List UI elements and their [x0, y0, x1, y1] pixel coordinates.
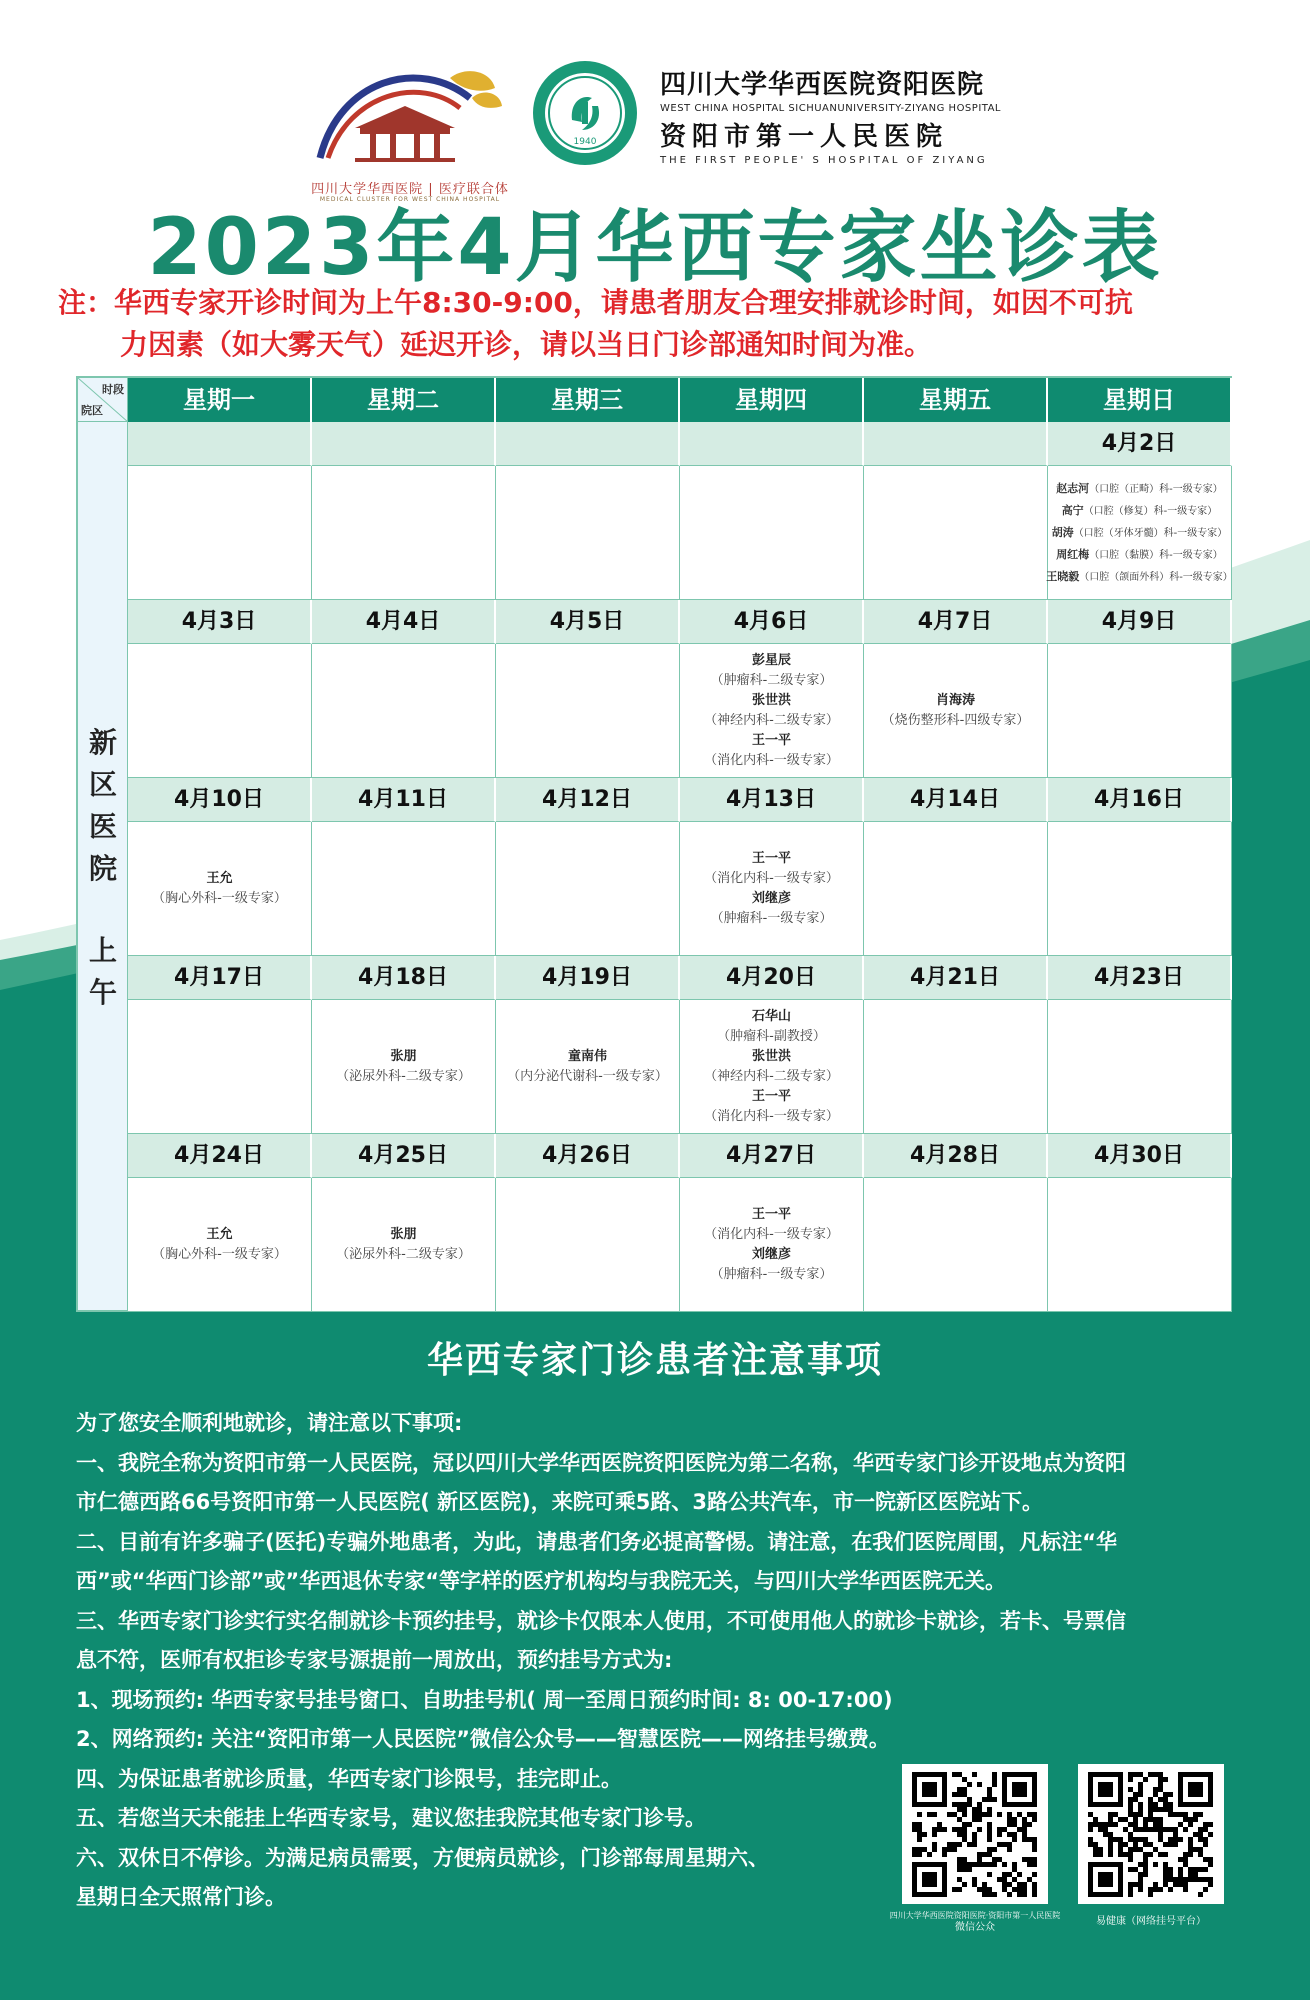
- doctor-name: 张世洪: [751, 1048, 791, 1064]
- doctor-department: （口腔（颌面外科）科-一级专家）: [1079, 571, 1233, 583]
- schedule-cell: [496, 466, 680, 600]
- schedule-cell: [496, 1178, 680, 1312]
- schedule-cell: [1048, 1178, 1232, 1312]
- day-header: 星期三: [496, 378, 680, 422]
- schedule-cell: [128, 1178, 312, 1312]
- schedule-cell: [680, 822, 864, 956]
- doctor-entry: [1046, 566, 1233, 588]
- date-cell: [680, 422, 864, 466]
- header: [0, 40, 1310, 203]
- day-header: 星期二: [312, 378, 496, 422]
- hospital-name-cn: 四川大学华西医院资阳医院: [660, 70, 985, 100]
- doctor-department: （口腔（黏膜）科-一级专家）: [1089, 549, 1223, 561]
- table-corner: [78, 378, 128, 422]
- schedule-cell: [312, 822, 496, 956]
- doctor-name: 王一平: [751, 732, 791, 748]
- session-label-char: 午: [88, 976, 117, 1009]
- doctor-name: 王一平: [751, 1206, 791, 1222]
- doctor-name: 肖海涛: [935, 692, 975, 708]
- doctor-name: 童南伟: [567, 1048, 607, 1064]
- corner-label-time: 时段: [102, 383, 124, 396]
- notice-item-6b: 星期日全天照常门诊。: [76, 1885, 286, 1909]
- notice-title: 华西专家门诊患者注意事项: [426, 1340, 883, 1381]
- registration-qr-code[interactable]: [1078, 1764, 1224, 1904]
- doctor-name: 刘继彦: [751, 890, 791, 906]
- doctor-department: （消化内科-一级专家）: [704, 752, 839, 768]
- schedule-cell: [128, 466, 312, 600]
- corner-label-campus: 院区: [81, 404, 103, 417]
- campus-column: [78, 422, 128, 1310]
- notice-item-3-1: 1、现场预约: 华西专家号挂号窗口、自助挂号机( 周一至周日预约时间: 8: 00-17:00): [76, 1687, 893, 1712]
- schedule-cell: [312, 1000, 496, 1134]
- notice-item-3a: 三、华西专家门诊实行实名制就诊卡预约挂号，就诊卡仅限本人使用，不可使用他人的就诊卡就诊，若卡、号票信: [76, 1608, 1126, 1633]
- campus-label-char: 新: [88, 726, 117, 759]
- date-cell: [496, 422, 680, 466]
- notice-item-2a: 二、目前有许多骗子(医托)专骗外地患者，为此，请患者们务必提高警惕。请注意，在我们医院周围，凡标注“华: [76, 1529, 1117, 1554]
- schedule-cell: [1048, 466, 1232, 600]
- doctor-name: 王一平: [751, 1088, 791, 1104]
- schedule-cell: [1048, 644, 1232, 778]
- date-cell: 4月19日: [496, 956, 680, 1000]
- doctor-department: （烧伤整形科-四级专家）: [881, 712, 1030, 728]
- doctor-name: 张朋: [390, 1226, 417, 1242]
- date-cell: 4月4日: [312, 600, 496, 644]
- opening-time-note: [58, 282, 1258, 366]
- wechat-qr-caption-line2: 微信公众: [955, 1922, 995, 1933]
- schedule-cell: [312, 466, 496, 600]
- date-cell: [312, 422, 496, 466]
- campus-label: [78, 722, 128, 890]
- doctor-department: （口腔（牙体牙髓）科-一级专家）: [1073, 527, 1228, 539]
- hospital-name2-en: THE FIRST PEOPLE' S HOSPITAL OF ZIYANG: [660, 155, 988, 166]
- schedule-cell: [680, 1178, 864, 1312]
- doctor-name: 胡涛: [1051, 525, 1074, 539]
- date-cell: 4月16日: [1048, 778, 1232, 822]
- hospital-name-en: WEST CHINA HOSPITAL SICHUANUNIVERSITY-ZIYANG HOSPITAL: [660, 103, 1002, 114]
- seal-year: 1940: [573, 137, 597, 147]
- logo-caption-en: MEDICAL CLUSTER FOR WEST CHINA HOSPITAL: [319, 196, 501, 203]
- doctor-department: （胸心外科-一级专家）: [152, 890, 287, 906]
- schedule-cell: [128, 644, 312, 778]
- schedule-cell: [128, 1000, 312, 1134]
- doctor-name: 石华山: [751, 1008, 791, 1024]
- doctor-name: 高宁: [1061, 503, 1084, 517]
- doctor-name: 彭星辰: [751, 652, 791, 668]
- schedule-cell: [864, 644, 1048, 778]
- medical-cluster-logo: [300, 58, 520, 178]
- doctor-department: （神经内科-二级专家）: [704, 1068, 839, 1084]
- notice-item-2b: 西”或“华西门诊部”或”华西退休专家“等字样的医疗机构均与我院无关，与四川大学华西医院无关。: [76, 1569, 1007, 1593]
- doctor-name: 王一平: [751, 850, 791, 866]
- schedule-cell: [864, 822, 1048, 956]
- date-cell: 4月13日: [680, 778, 864, 822]
- doctor-department: （消化内科-一级专家）: [704, 870, 839, 886]
- notice-item-3-2: 2、网络预约: 关注“资阳市第一人民医院”微信公众号——智慧医院——网络挂号缴费。: [76, 1727, 890, 1751]
- schedule-cell: [312, 644, 496, 778]
- date-cell: 4月28日: [864, 1134, 1048, 1178]
- notice-item-3b: 息不符，医师有权拒诊专家号源提前一周放出，预约挂号方式为:: [76, 1648, 673, 1672]
- day-header: 星期一: [128, 378, 312, 422]
- schedule-cell: [312, 1178, 496, 1312]
- doctor-name: 王允: [206, 870, 233, 886]
- schedule-table: [76, 376, 1232, 1312]
- doctor-entry: [1052, 522, 1228, 544]
- doctor-department: （消化内科-一级专家）: [704, 1226, 839, 1242]
- schedule-cell: [864, 1178, 1048, 1312]
- notice-body: [76, 1404, 1246, 1918]
- doctor-name: 刘继彦: [751, 1246, 791, 1262]
- schedule-cell: [496, 822, 680, 956]
- schedule-cell: [864, 1000, 1048, 1134]
- wechat-qr-code[interactable]: [902, 1764, 1048, 1904]
- schedule-cell: [128, 822, 312, 956]
- doctor-department: （口腔（修复）科-一级专家）: [1083, 505, 1218, 517]
- date-cell: 4月24日: [128, 1134, 312, 1178]
- date-cell: 4月27日: [680, 1134, 864, 1178]
- doctor-entry: [1056, 478, 1223, 500]
- date-cell: 4月3日: [128, 600, 312, 644]
- date-cell: 4月30日: [1048, 1134, 1232, 1178]
- campus-label-char: 医: [88, 810, 117, 843]
- doctor-department: （内分泌代谢科-一级专家）: [507, 1068, 668, 1084]
- schedule-cell: [680, 644, 864, 778]
- date-cell: [128, 422, 312, 466]
- logo-caption-cn: 四川大学华西医院 | 医疗联合体: [311, 182, 509, 197]
- schedule-cell: [1048, 1000, 1232, 1134]
- doctor-department: （神经内科-二级专家）: [704, 712, 839, 728]
- day-header: 星期日: [1048, 378, 1232, 422]
- session-label: [78, 930, 128, 1014]
- note-line-2: 力因素（如大雾天气）延迟开诊，请以当日门诊部通知时间为准。: [120, 328, 933, 361]
- qr-pattern: [1078, 1764, 1224, 1904]
- date-cell: 4月26日: [496, 1134, 680, 1178]
- note-line-1: 注：华西专家开诊时间为上午8:30-9:00，请患者朋友合理安排就诊时间，如因不可抗: [58, 286, 1133, 319]
- doctor-name: 赵志河: [1056, 481, 1090, 495]
- date-cell: 4月5日: [496, 600, 680, 644]
- doctor-department: （胸心外科-一级专家）: [152, 1246, 287, 1262]
- doctor-name: 王晓毅: [1046, 569, 1080, 583]
- notice-intro: 为了您安全顺利地就诊，请注意以下事项:: [76, 1411, 463, 1435]
- wechat-qr-caption: [862, 1910, 1088, 1934]
- doctor-entry: [1056, 544, 1223, 566]
- session-label-char: 上: [88, 934, 117, 967]
- wechat-qr-caption-line1: 四川大学华西医院资阳医院·资阳市第一人民医院: [889, 1911, 1061, 1920]
- day-header: 星期五: [864, 378, 1048, 422]
- notice-item-1a: 一、我院全称为资阳市第一人民医院，冠以四川大学华西医院资阳医院为第二名称，华西专家门诊开设地点为资阳: [76, 1450, 1126, 1475]
- schedule-cell: [496, 644, 680, 778]
- notice-item-6a: 六、双休日不停诊。为满足病员需要，方便病员就诊，门诊部每周星期六、: [76, 1845, 769, 1870]
- date-cell: 4月20日: [680, 956, 864, 1000]
- hospital-name-block: [660, 64, 1020, 166]
- doctor-name: 张朋: [390, 1048, 417, 1064]
- doctor-department: （口腔（正畸）科-一级专家）: [1089, 483, 1223, 495]
- doctor-name: 张世洪: [751, 692, 791, 708]
- hospital-name2-cn: 资阳市第一人民医院: [660, 122, 949, 152]
- doctor-department: （肿瘤科-一级专家）: [710, 910, 833, 926]
- date-cell: 4月25日: [312, 1134, 496, 1178]
- notice-item-5: 五、若您当天未能挂上华西专家号，建议您挂我院其他专家门诊号。: [76, 1806, 706, 1830]
- doctor-department: （肿瘤科-副教授）: [717, 1028, 826, 1044]
- doctor-name: 周红梅: [1056, 547, 1090, 561]
- date-cell: [864, 422, 1048, 466]
- date-cell: 4月14日: [864, 778, 1048, 822]
- date-cell: 4月6日: [680, 600, 864, 644]
- notice-item-4: 四、为保证患者就诊质量，华西专家门诊限号，挂完即止。: [76, 1766, 622, 1791]
- date-cell: 4月17日: [128, 956, 312, 1000]
- doctor-department: （消化内科-一级专家）: [704, 1108, 839, 1124]
- date-cell: 4月23日: [1048, 956, 1232, 1000]
- hospital-seal-logo: [530, 58, 640, 168]
- schedule-cell: [680, 466, 864, 600]
- date-cell: 4月10日: [128, 778, 312, 822]
- date-cell: 4月12日: [496, 778, 680, 822]
- schedule-cell: [1048, 822, 1232, 956]
- date-cell: 4月9日: [1048, 600, 1232, 644]
- campus-label-char: 院: [88, 852, 117, 885]
- date-cell: 4月18日: [312, 956, 496, 1000]
- doctor-department: （肿瘤科-一级专家）: [710, 1266, 833, 1282]
- page-title: 2023年4月华西专家坐诊表: [147, 203, 1163, 293]
- doctor-department: （泌尿外科-二级专家）: [336, 1246, 471, 1262]
- doctor-name: 王允: [206, 1226, 233, 1242]
- date-cell: 4月11日: [312, 778, 496, 822]
- schedule-cell: [496, 1000, 680, 1134]
- date-cell: 4月21日: [864, 956, 1048, 1000]
- notice-item-1b: 市仁德西路66号资阳市第一人民医院( 新区医院)，来院可乘5路、3路公共汽车，市一院新区医院站下。: [76, 1490, 1043, 1514]
- doctor-department: （泌尿外科-二级专家）: [336, 1068, 471, 1084]
- registration-qr-caption: 易健康（网络挂号平台）: [1096, 1916, 1206, 1927]
- date-cell: 4月7日: [864, 600, 1048, 644]
- schedule-cell: [864, 466, 1048, 600]
- doctor-department: （肿瘤科-二级专家）: [710, 672, 833, 688]
- date-cell: 4月2日: [1048, 422, 1232, 466]
- campus-label-char: 区: [88, 768, 117, 801]
- qr-pattern: [902, 1764, 1048, 1904]
- schedule-cell: [680, 1000, 864, 1134]
- day-header: 星期四: [680, 378, 864, 422]
- doctor-entry: [1062, 500, 1218, 522]
